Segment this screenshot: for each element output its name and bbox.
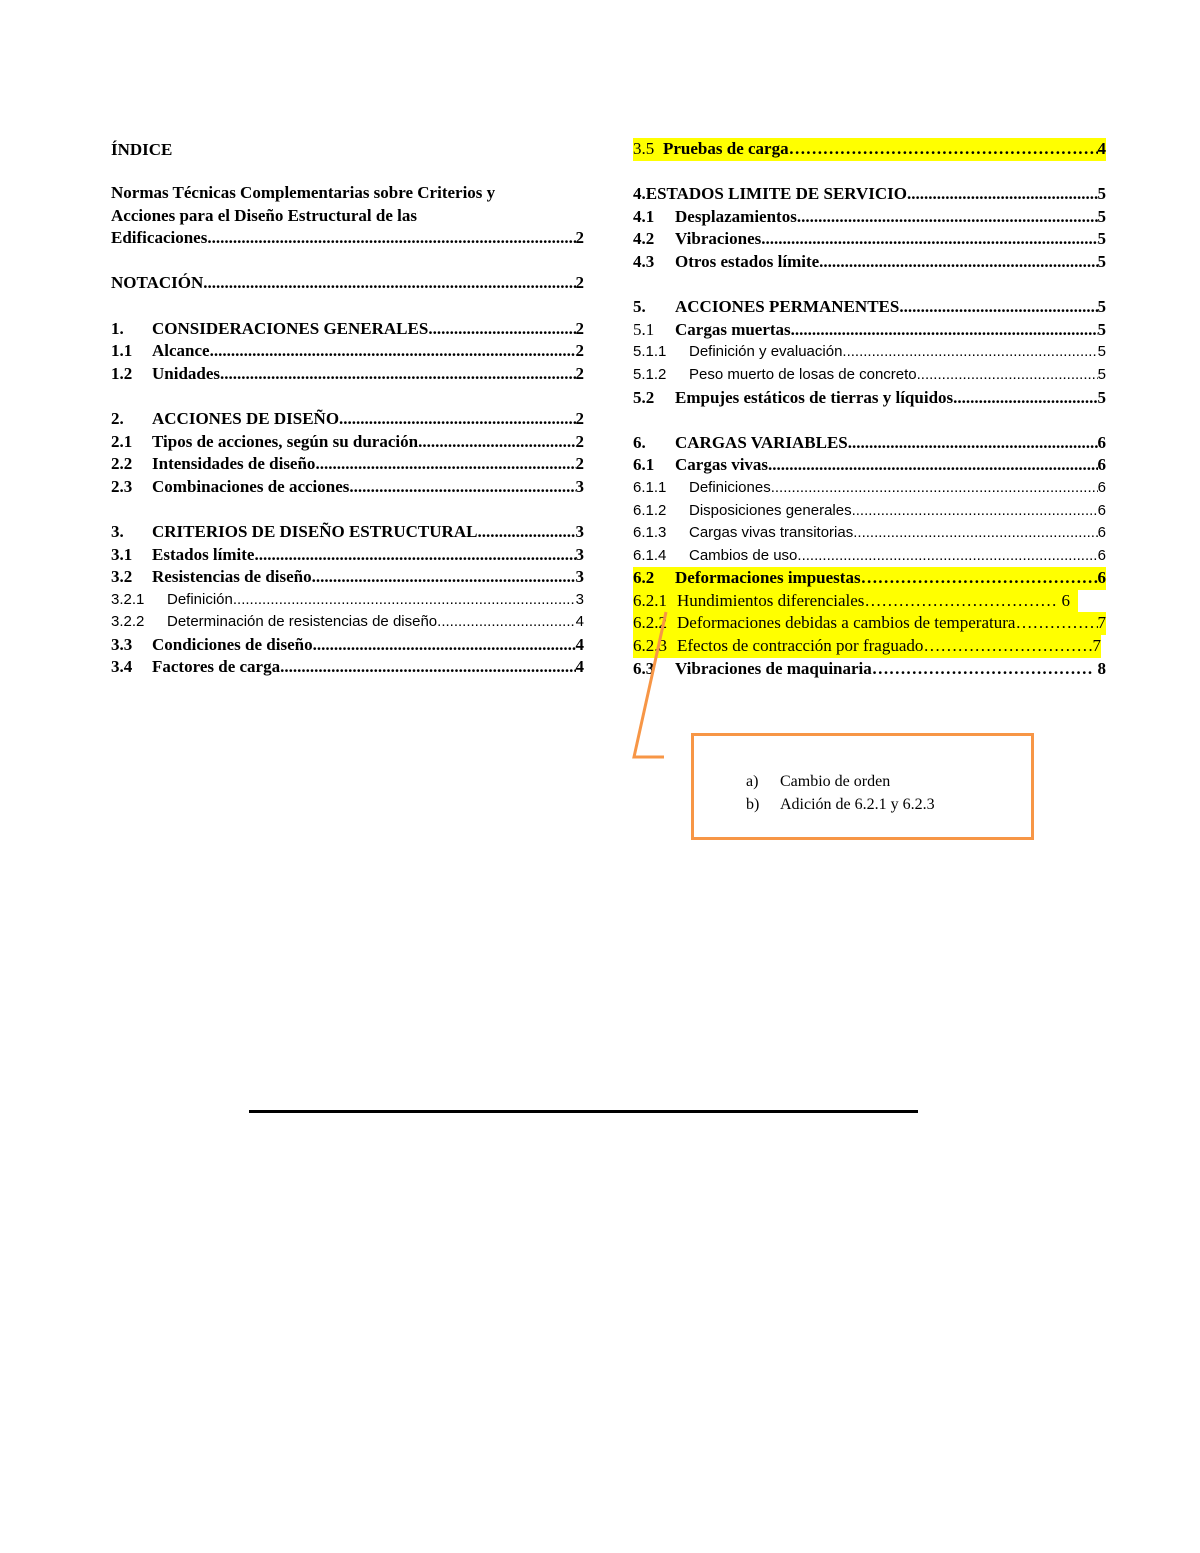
dot-leader	[280, 656, 575, 679]
toc-entry-label: CONSIDERACIONES GENERALES	[152, 318, 429, 338]
toc-entry-page: 5	[1097, 365, 1106, 383]
dot-leader	[899, 296, 1097, 319]
toc-entry-page: 2	[575, 273, 584, 293]
toc-entry[interactable]	[111, 453, 584, 476]
dot-leader	[418, 431, 575, 454]
toc-entry-label: NOTACIÓN	[111, 273, 204, 293]
horizontal-rule	[249, 1110, 918, 1113]
toc-entry-label: Cargas muertas	[675, 319, 791, 339]
dot-leader	[953, 387, 1097, 410]
toc-entry[interactable]	[633, 228, 1106, 251]
toc-entry-label: Factores de carga	[152, 657, 281, 677]
toc-entry-highlighted[interactable]	[633, 635, 1101, 658]
dot-leader	[853, 522, 1097, 545]
toc-entry[interactable]	[633, 319, 1106, 342]
toc-entry-number: 5.1.2	[633, 365, 667, 383]
toc-entry-label: Disposiciones generales	[689, 501, 852, 519]
toc-entry-label: Peso muerto de losas de concreto	[689, 365, 917, 383]
toc-entry-page: 2	[575, 431, 584, 451]
toc-entry-label: Alcance	[152, 341, 210, 361]
toc-entry-highlighted[interactable]	[633, 612, 1106, 635]
toc-entry-number: 2.1	[111, 431, 133, 451]
toc-entry-label: Intensidades de diseño	[152, 454, 316, 474]
toc-entry-label: Combinaciones de acciones	[152, 476, 350, 496]
toc-entry-label: Estados límite	[152, 544, 255, 564]
toc-entry-number: 6.1.1	[633, 478, 667, 496]
toc-entry-number: 6.1.3	[633, 524, 667, 542]
toc-entry-number: 3.5	[633, 139, 655, 158]
toc-intro-line1: Normas Técnicas Complementarias sobre Criterios y	[111, 183, 496, 202]
toc-entry-label: Definiciones	[689, 478, 771, 496]
toc-entry-label: Desplazamientos	[675, 206, 797, 226]
toc-entry-page: 6	[1097, 432, 1106, 452]
toc-entry-number: 3.3	[111, 634, 133, 654]
dot-leader	[428, 318, 575, 341]
toc-entry-number: 1.	[111, 318, 124, 338]
callout-item-marker: b)	[746, 796, 760, 813]
toc-entry-number: 6.2	[633, 568, 655, 588]
toc-entry-label: Vibraciones	[675, 229, 762, 249]
toc-entry-label: Determinación de resistencias de diseño	[167, 613, 438, 631]
callout-item-text: Cambio de orden	[780, 773, 891, 790]
toc-entry-number: 4.1	[633, 206, 655, 226]
toc-entry-number: 2.2	[111, 454, 133, 474]
toc-entry[interactable]	[633, 522, 1106, 545]
dot-leader	[842, 341, 1097, 364]
toc-title: ÍNDICE	[111, 140, 173, 159]
dot-leader	[210, 340, 576, 363]
dot-leader	[312, 566, 576, 589]
toc-entry[interactable]	[111, 521, 584, 544]
dot-leader	[437, 611, 576, 634]
toc-entry-label: Cargas vivas transitorias	[689, 524, 854, 542]
toc-entry-page: 4	[575, 634, 584, 654]
toc-entry-label: CARGAS VARIABLES	[675, 432, 848, 452]
toc-entry-number: 5.1	[633, 319, 655, 339]
toc-entry-notacion[interactable]	[111, 272, 584, 295]
toc-entry-number: 5.2	[633, 387, 655, 407]
toc-entry-number: 6.3	[633, 658, 655, 678]
dot-leader	[207, 227, 575, 250]
toc-entry-number: 6.1.2	[633, 501, 667, 519]
toc-entry-page: 6	[1061, 590, 1070, 610]
toc-entry[interactable]	[633, 251, 1106, 274]
callout-item	[746, 793, 935, 816]
toc-entry[interactable]	[633, 296, 1106, 319]
toc-entry[interactable]	[111, 634, 584, 657]
toc-entry-page: 3	[575, 544, 584, 564]
toc-entry[interactable]	[633, 545, 1106, 568]
toc-entry-number: 5.	[633, 297, 646, 317]
dot-leader	[819, 251, 1097, 274]
toc-entry[interactable]	[633, 341, 1106, 364]
toc-entry[interactable]	[111, 611, 584, 634]
toc-entry[interactable]	[111, 340, 584, 363]
toc-entry-number: 4.2	[633, 229, 655, 249]
toc-entry-page: 3	[575, 476, 584, 496]
toc-entry-page: 5	[1097, 206, 1106, 226]
toc-entry[interactable]	[111, 363, 584, 386]
dot-leader	[791, 319, 1098, 342]
callout-item-text: Adición de 6.2.1 y 6.2.3	[780, 796, 935, 813]
toc-entry-page: 2	[575, 363, 584, 383]
toc-entry[interactable]	[111, 318, 584, 341]
dot-leader	[852, 500, 1098, 523]
dot-leader	[864, 590, 1057, 613]
toc-entry-label: Empujes estáticos de tierras y líquidos	[675, 387, 954, 407]
dot-leader	[203, 272, 575, 295]
dot-leader	[254, 544, 575, 567]
dot-leader	[768, 454, 1097, 477]
toc-entry-page: 4	[1097, 139, 1106, 158]
toc-entry[interactable]	[111, 656, 584, 679]
toc-entry-highlighted[interactable]	[633, 567, 1106, 590]
toc-entry-page: 6	[1097, 501, 1106, 519]
toc-entry[interactable]	[633, 432, 1106, 455]
toc-entry-label: Deformaciones debidas a cambios de temperatura	[677, 613, 1016, 633]
toc-intro-line2: Acciones para el Diseño Estructural de las	[111, 205, 417, 225]
dot-leader	[220, 363, 575, 386]
toc-entry-page: 2	[575, 408, 584, 428]
toc-entry-page: 6	[1097, 568, 1106, 588]
toc-entry-label: Definición y evaluación	[689, 343, 843, 361]
dot-leader	[313, 634, 576, 657]
toc-entry[interactable]	[111, 544, 584, 567]
dot-leader	[917, 364, 1098, 387]
toc-entry-label: ACCIONES PERMANENTES	[675, 297, 900, 317]
toc-entry-page: 7	[1097, 613, 1106, 633]
toc-entry[interactable]	[111, 566, 584, 589]
toc-entry-page: 2	[575, 341, 584, 361]
callout-item	[746, 770, 935, 793]
dot-leader	[761, 228, 1097, 251]
toc-entry-number: 1.2	[111, 363, 133, 383]
toc-left-column	[111, 138, 584, 679]
dot-leader	[1015, 612, 1097, 635]
toc-entry-page: 5	[1097, 251, 1106, 271]
toc-entry[interactable]	[633, 500, 1106, 523]
toc-entry-label: ACCIONES DE DISEÑO	[152, 408, 340, 428]
toc-entry-label: Condiciones de diseño	[152, 634, 313, 654]
toc-right-column	[633, 138, 1106, 680]
dot-leader	[477, 521, 575, 544]
toc-entry-number: 3.4	[111, 657, 133, 677]
dot-leader	[872, 658, 1092, 681]
toc-intro	[111, 182, 584, 227]
toc-entry-number: 3.2	[111, 567, 133, 587]
toc-entry-page: 2	[575, 454, 584, 474]
dot-leader	[771, 477, 1098, 500]
dot-leader	[848, 432, 1098, 455]
toc-entry[interactable]	[111, 227, 584, 250]
toc-entry-number: 3.1	[111, 544, 133, 564]
toc-entry-number: 6.1	[633, 455, 655, 475]
toc-entry-page: 3	[575, 521, 584, 541]
toc-entry-page: 5	[1097, 229, 1106, 249]
toc-entry-page: 2	[575, 228, 584, 248]
toc-entry-page: 5	[1097, 184, 1106, 204]
toc-entry-number: 6.2.3	[633, 636, 667, 656]
toc-entry-page: 5	[1097, 343, 1106, 361]
toc-entry-label: Hundimientos diferenciales	[677, 590, 865, 610]
toc-entry-page: 5	[1097, 297, 1106, 317]
dot-leader	[339, 408, 575, 431]
toc-entry-number: 3.	[111, 521, 124, 541]
toc-entry-label: Cargas vivas	[675, 455, 769, 475]
toc-entry-label: Resistencias de diseño	[152, 567, 312, 587]
toc-entry-page: 4	[575, 657, 584, 677]
toc-entry-highlighted[interactable]	[633, 590, 1078, 613]
toc-entry-label: Cambios de uso	[689, 546, 798, 564]
toc-entry-number: 3.2.1	[111, 590, 145, 608]
toc-entry[interactable]	[633, 183, 1106, 206]
toc-entry-number: 2.3	[111, 476, 133, 496]
toc-entry-label: ESTADOS LIMITE DE SERVICIO	[645, 184, 907, 204]
dot-leader	[315, 453, 575, 476]
toc-entry-page: 6	[1097, 478, 1106, 496]
toc-entry[interactable]	[111, 431, 584, 454]
toc-entry[interactable]	[633, 477, 1106, 500]
toc-entry-page: 7	[1092, 636, 1101, 656]
toc-entry-number: 6.2.1	[633, 590, 667, 610]
toc-entry-label: Unidades	[152, 363, 221, 383]
toc-entry-label: CRITERIOS DE DISEÑO ESTRUCTURAL	[152, 521, 478, 541]
dot-leader	[861, 567, 1098, 590]
dot-leader	[233, 589, 576, 612]
toc-entry-label: Pruebas de carga	[663, 139, 789, 158]
toc-entry-label: Vibraciones de maquinaria	[675, 658, 872, 678]
toc-entry-number: 2.	[111, 408, 124, 428]
toc-entry-number: 4.3	[633, 251, 655, 271]
toc-entry-number: 6.2.2	[633, 613, 667, 633]
toc-entry[interactable]	[633, 658, 1106, 681]
toc-entry-number: 1.1	[111, 341, 133, 361]
toc-entry-page: 8	[1097, 658, 1106, 678]
dot-leader	[797, 545, 1097, 568]
toc-entry[interactable]	[633, 364, 1106, 387]
dot-leader	[349, 476, 575, 499]
toc-entry[interactable]	[633, 206, 1106, 229]
toc-entry-label: Edificaciones	[111, 228, 208, 248]
dot-leader	[797, 206, 1098, 229]
toc-entry-label: Otros estados límite	[675, 251, 820, 271]
toc-entry-label: Tipos de acciones, según su duración	[152, 431, 419, 451]
toc-entry-page: 6	[1097, 546, 1106, 564]
toc-entry-label: Efectos de contracción por fraguado	[677, 636, 924, 656]
toc-entry-page: 6	[1097, 455, 1106, 475]
toc-entry-highlighted[interactable]	[633, 138, 1106, 161]
dot-leader	[789, 138, 1098, 161]
toc-entry-number: 4.	[633, 184, 646, 204]
toc-entry-page: 3	[575, 567, 584, 587]
toc-entry-number: 6.1.4	[633, 546, 667, 564]
dot-leader	[907, 183, 1098, 206]
toc-entry[interactable]	[111, 476, 584, 499]
toc-entry-page: 3	[575, 590, 584, 608]
toc-entry-page: 5	[1097, 387, 1106, 407]
toc-entry-number: 3.2.2	[111, 613, 145, 631]
toc-entry-page: 2	[575, 318, 584, 338]
toc-entry-number: 5.1.1	[633, 343, 667, 361]
toc-entry-page: 5	[1097, 319, 1106, 339]
callout-list	[746, 770, 935, 816]
annotation-callout	[691, 733, 1034, 840]
toc-entry-page: 6	[1097, 524, 1106, 542]
dot-leader	[923, 635, 1092, 658]
toc-entry-label: Definición	[167, 590, 233, 608]
toc-entry[interactable]	[111, 408, 584, 431]
toc-entry[interactable]	[633, 387, 1106, 410]
toc-entry-page: 4	[575, 613, 584, 631]
callout-item-marker: a)	[746, 773, 759, 790]
toc-entry-number: 6.	[633, 432, 646, 452]
toc-entry-label: Deformaciones impuestas	[675, 568, 861, 588]
toc-entry[interactable]	[111, 589, 584, 612]
toc-entry[interactable]	[633, 454, 1106, 477]
